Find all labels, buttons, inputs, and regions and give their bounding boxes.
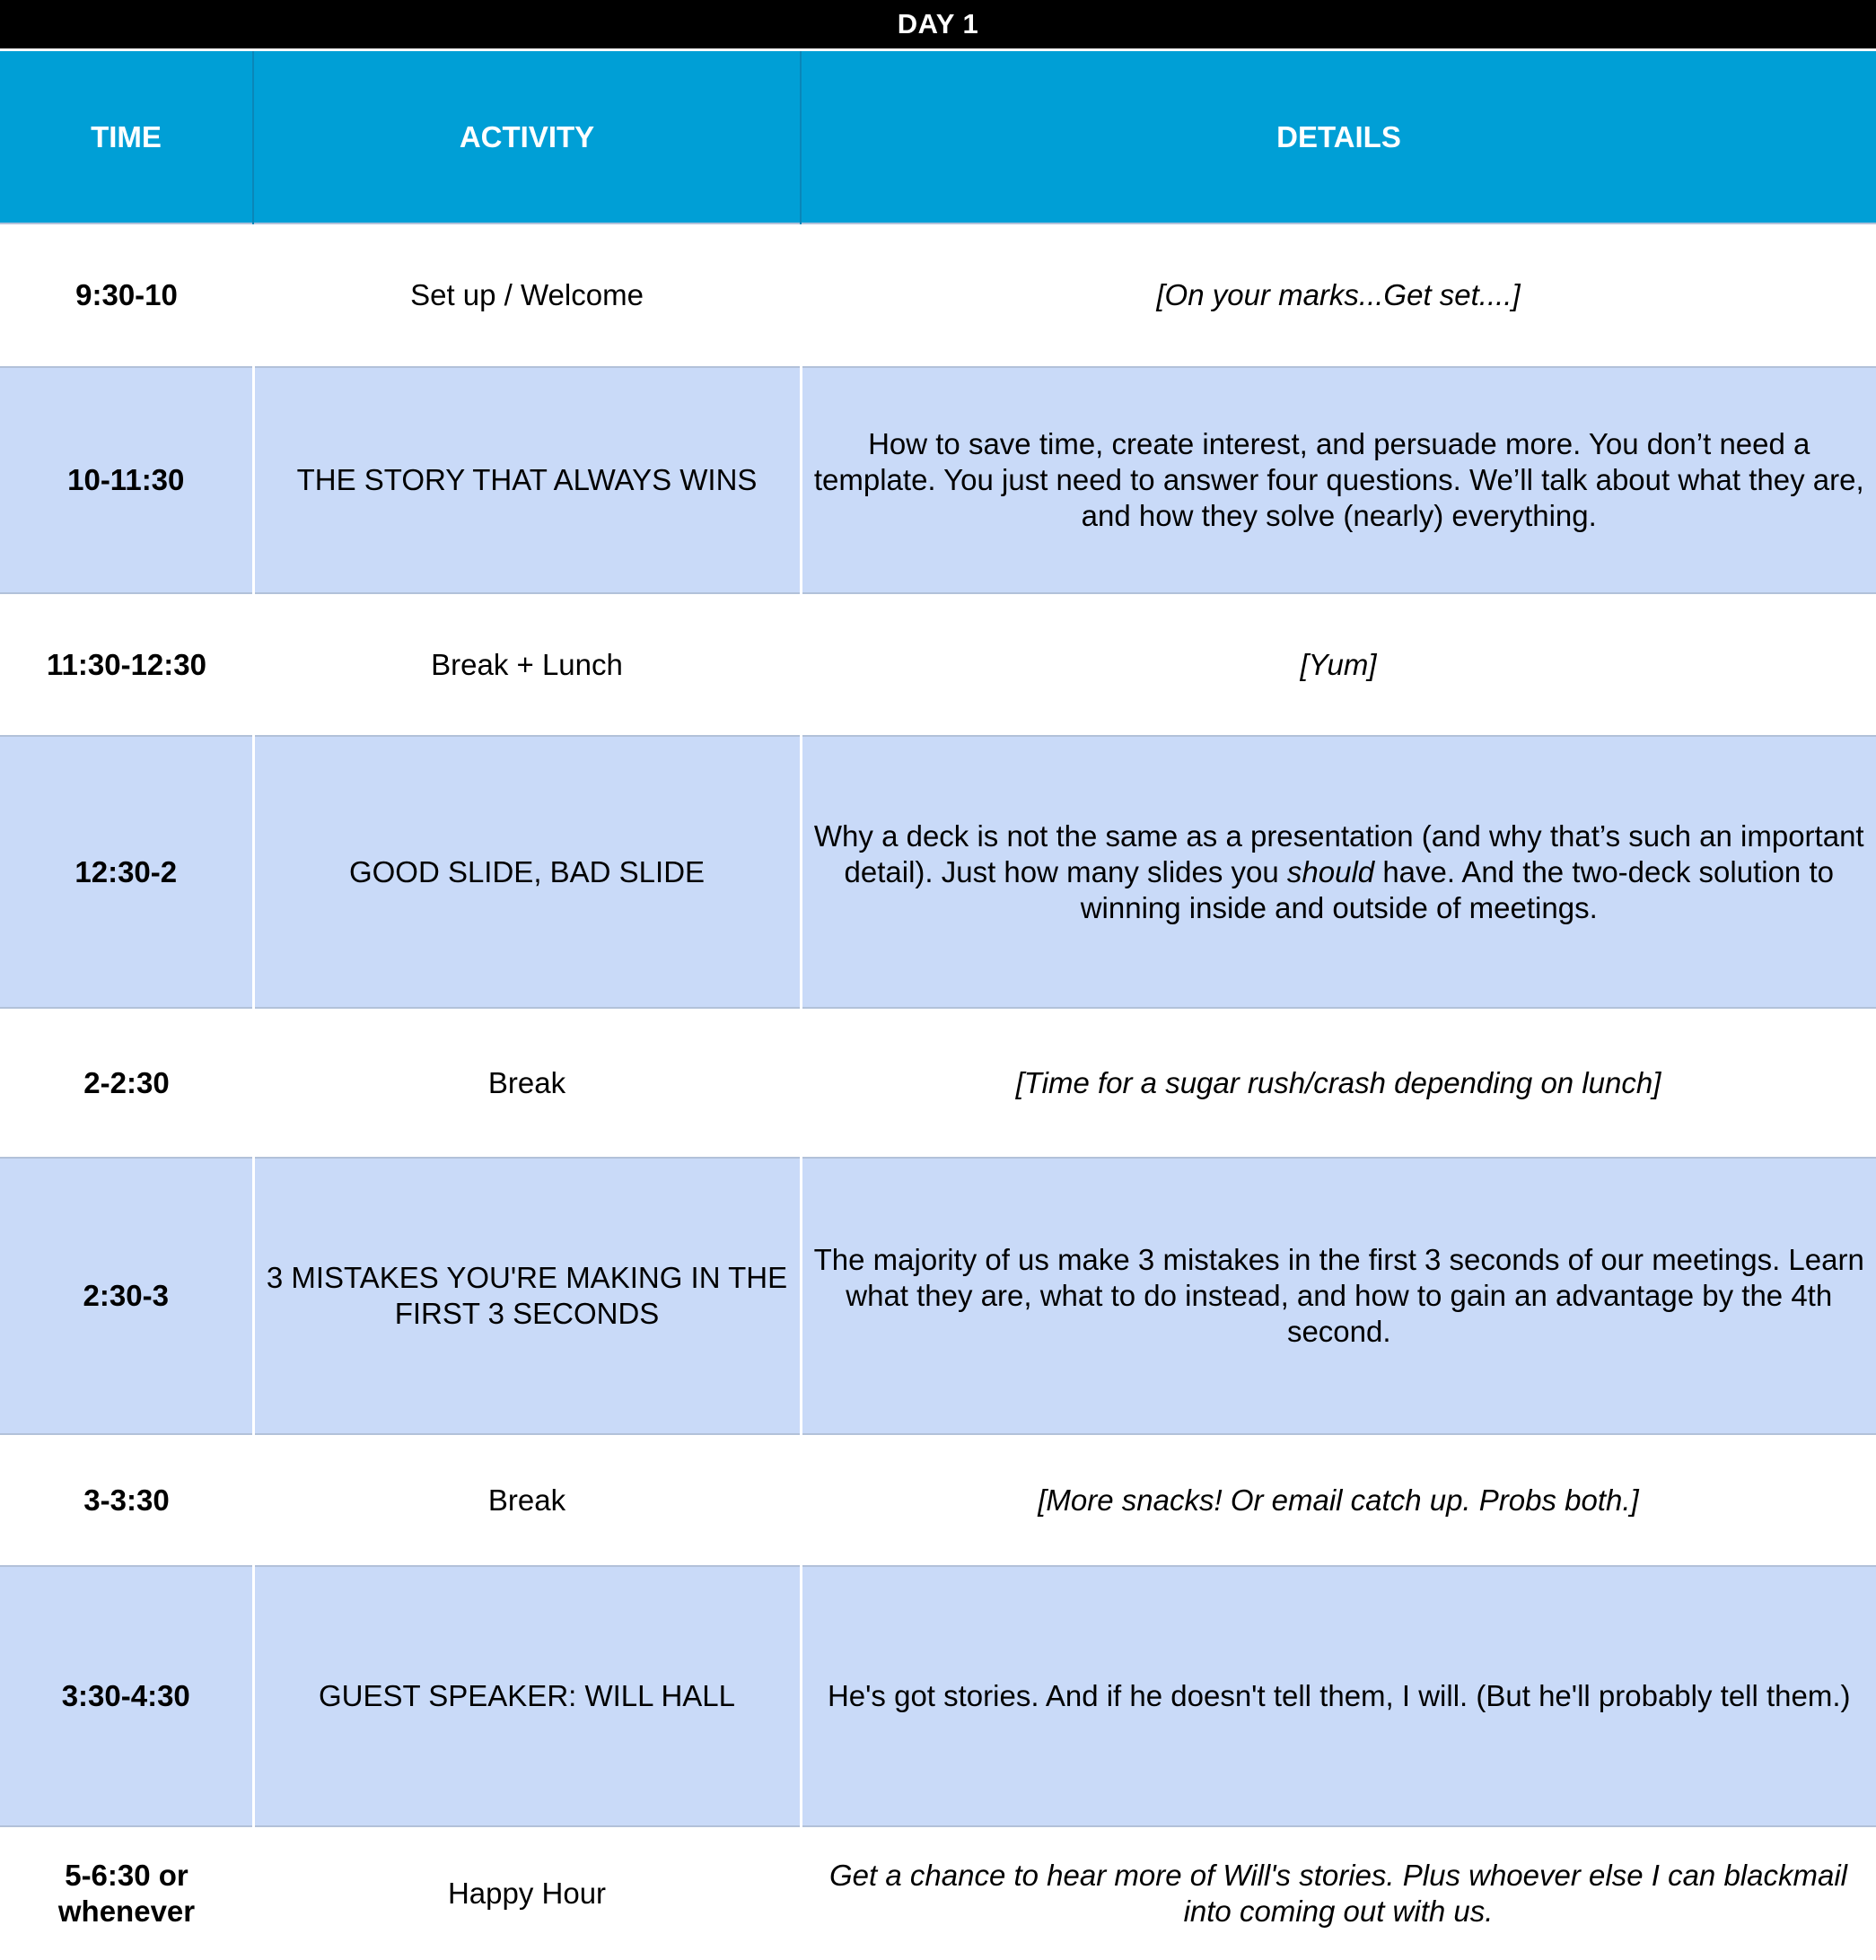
row-activity: Break — [253, 1008, 801, 1158]
table-row — [0, 1434, 1876, 1566]
row-details: [Time for a sugar rush/crash depending on lunch] — [801, 1008, 1876, 1158]
row-details — [801, 736, 1876, 1008]
table-row — [0, 367, 1876, 593]
row-activity: Break — [253, 1434, 801, 1566]
row-details: [More snacks! Or email catch up. Probs both.] — [801, 1434, 1876, 1566]
row-time: 2:30-3 — [0, 1158, 253, 1434]
day-title: DAY 1 — [0, 0, 1876, 48]
row-details: [On your marks...Get set....] — [801, 223, 1876, 367]
row-time: 3-3:30 — [0, 1434, 253, 1566]
row-time: 12:30-2 — [0, 736, 253, 1008]
row-time: 9:30-10 — [0, 223, 253, 367]
row-activity: Break + Lunch — [253, 593, 801, 736]
table-row — [0, 593, 1876, 736]
header-activity: ACTIVITY — [253, 51, 801, 223]
table-row — [0, 1826, 1876, 1960]
row-details: How to save time, create interest, and persuade more. You don’t need a template. You just need to answer four questions. We’ll talk about what they are, and how they solve (nearly) everything. — [801, 367, 1876, 593]
row-time: 3:30-4:30 — [0, 1566, 253, 1826]
details-text-after: have. And the two-deck solution to winning inside and outside of meetings. — [1080, 854, 1834, 924]
table-row — [0, 1008, 1876, 1158]
row-time: 11:30-12:30 — [0, 593, 253, 736]
row-details: He's got stories. And if he doesn't tell them, I will. (But he'll probably tell them.) — [801, 1566, 1876, 1826]
table-row — [0, 1566, 1876, 1826]
details-text-before: Why a deck is not the same as a presentation (and why that’s such an important detail). Just how many slides you — [813, 818, 1864, 888]
row-details: Get a chance to hear more of Will's stories. Plus whoever else I can blackmail into coming out with us. — [801, 1826, 1876, 1960]
table-row — [0, 1158, 1876, 1434]
row-activity: Happy Hour — [253, 1826, 801, 1960]
header-row — [0, 51, 1876, 223]
table-row — [0, 223, 1876, 367]
header-time: TIME — [0, 51, 253, 223]
row-activity: Set up / Welcome — [253, 223, 801, 367]
header-details: DETAILS — [801, 51, 1876, 223]
row-details: The majority of us make 3 mistakes in the first 3 seconds of our meetings. Learn what they are, what to do instead, and how to gain an advantage by the 4th second. — [801, 1158, 1876, 1434]
row-time: 5-6:30 or whenever — [0, 1826, 253, 1960]
row-activity: GUEST SPEAKER: WILL HALL — [253, 1566, 801, 1826]
table-row — [0, 736, 1876, 1008]
schedule-table — [0, 51, 1876, 1960]
details-emphasis: should — [1286, 854, 1375, 888]
row-activity: THE STORY THAT ALWAYS WINS — [253, 367, 801, 593]
row-details: [Yum] — [801, 593, 1876, 736]
row-activity: GOOD SLIDE, BAD SLIDE — [253, 736, 801, 1008]
row-time: 2-2:30 — [0, 1008, 253, 1158]
row-activity: 3 MISTAKES YOU'RE MAKING IN THE FIRST 3 SECONDS — [253, 1158, 801, 1434]
row-time: 10-11:30 — [0, 367, 253, 593]
